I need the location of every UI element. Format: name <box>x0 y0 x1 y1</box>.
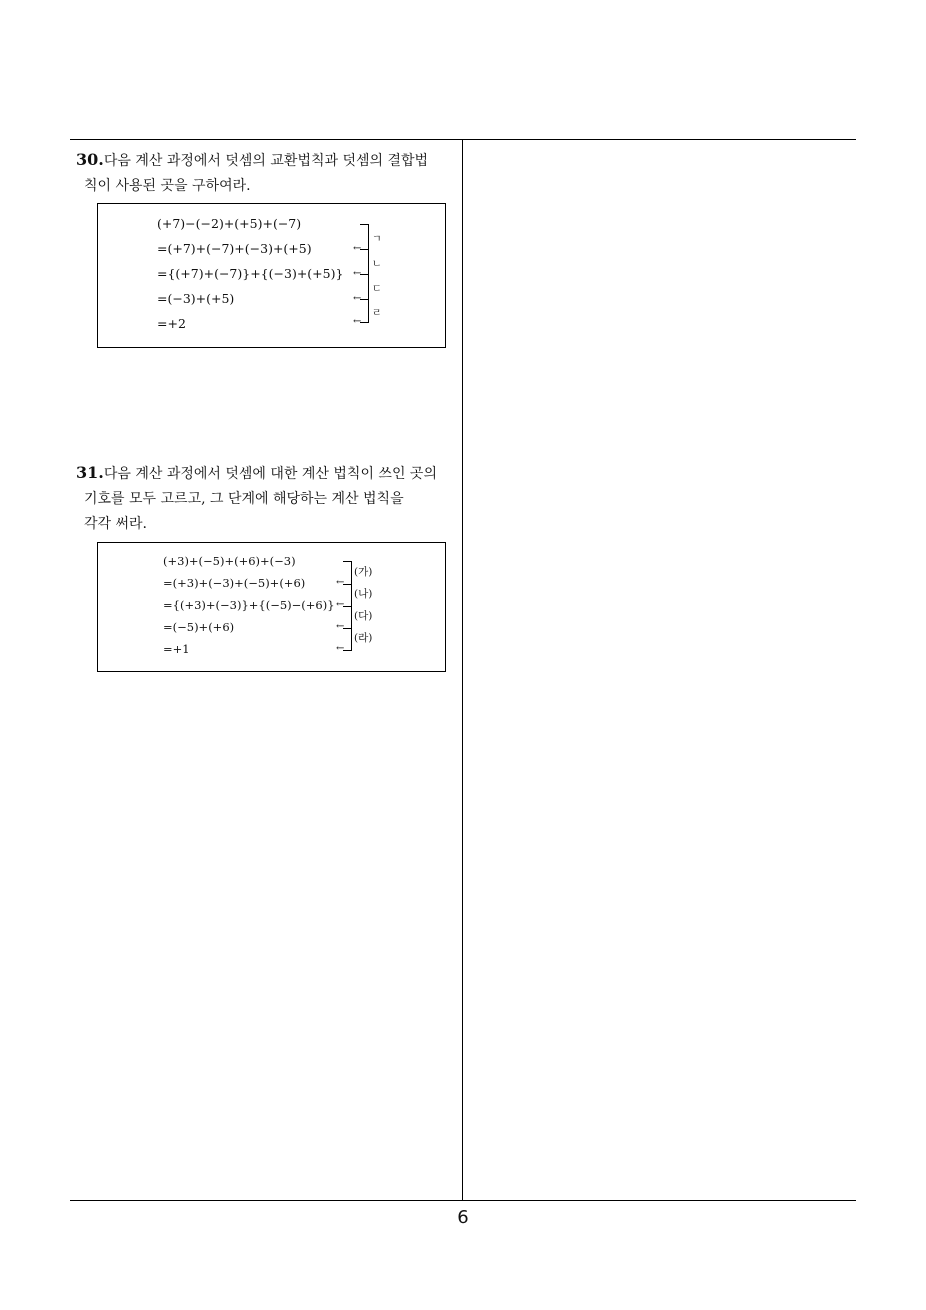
page-number: 6 <box>457 1207 469 1228</box>
question-31-line-1 <box>76 460 461 487</box>
question-30 <box>76 147 461 199</box>
q31-step-0: (+3)+(−5)+(+6)+(−3) <box>163 554 296 568</box>
q30-step-0: (+7)−(−2)+(+5)+(−7) <box>157 216 302 231</box>
q31-step-3: =(−5)+(+6) <box>163 620 235 634</box>
q31-label-3: (라) <box>354 632 373 644</box>
q30-arrow-3: ← <box>353 293 362 304</box>
q30-step-3: =(−3)+(+5) <box>157 291 235 306</box>
q30-label-1: ㄴ <box>372 259 382 270</box>
q31-step-2: ={(+3)+(−3)}+{(−5)−(+6)} <box>163 598 335 612</box>
q30-label-3: ㄹ <box>372 308 382 319</box>
question-30-line-1 <box>76 147 461 174</box>
q30-label-2: ㄷ <box>372 284 382 295</box>
question-31-text-1: 다음 계산 과정에서 덧셈에 대한 계산 법칙이 쓰인 곳의 <box>103 466 437 482</box>
q30-step-1: =(+7)+(−7)+(−3)+(+5) <box>157 241 312 256</box>
q31-arrow-1: ← <box>336 577 345 588</box>
question-30-text-1: 다음 계산 과정에서 덧셈의 교환법칙과 덧셈의 결합법 <box>103 153 429 169</box>
question-31-number: 31. <box>76 463 104 482</box>
q30-step-2: ={(+7)+(−7)}+{(−3)+(+5)} <box>157 266 344 281</box>
question-30-text-2: 칙이 사용된 곳을 구하여라. <box>84 178 251 194</box>
top-rule <box>70 139 856 140</box>
q31-label-2: (다) <box>354 610 373 622</box>
question-31 <box>76 460 461 537</box>
q30-label-0: ㄱ <box>372 234 382 245</box>
question-31-text-3: 각각 써라. <box>84 516 147 532</box>
question-31-calculation-box <box>97 542 446 672</box>
q31-arrow-3: ← <box>336 621 345 632</box>
q31-arrow-4: ← <box>336 643 345 654</box>
q31-step-4: =+1 <box>163 642 190 656</box>
q31-label-1: (나) <box>354 588 373 600</box>
q30-step-4: =+2 <box>157 316 186 331</box>
question-30-calculation-box <box>97 203 446 348</box>
q31-arrow-2: ← <box>336 599 345 610</box>
question-30-number: 30. <box>76 150 104 169</box>
column-divider <box>462 139 463 1201</box>
q31-step-1: =(+3)+(−3)+(−5)+(+6) <box>163 576 306 590</box>
q30-arrow-1: ← <box>353 243 362 254</box>
bottom-rule <box>70 1200 856 1201</box>
q31-label-0: (가) <box>354 566 373 578</box>
q30-arrow-4: ← <box>353 316 362 327</box>
question-31-text-2: 기호를 모두 고르고, 그 단계에 해당하는 계산 법칙을 <box>84 491 404 507</box>
q30-arrow-2: ← <box>353 268 362 279</box>
